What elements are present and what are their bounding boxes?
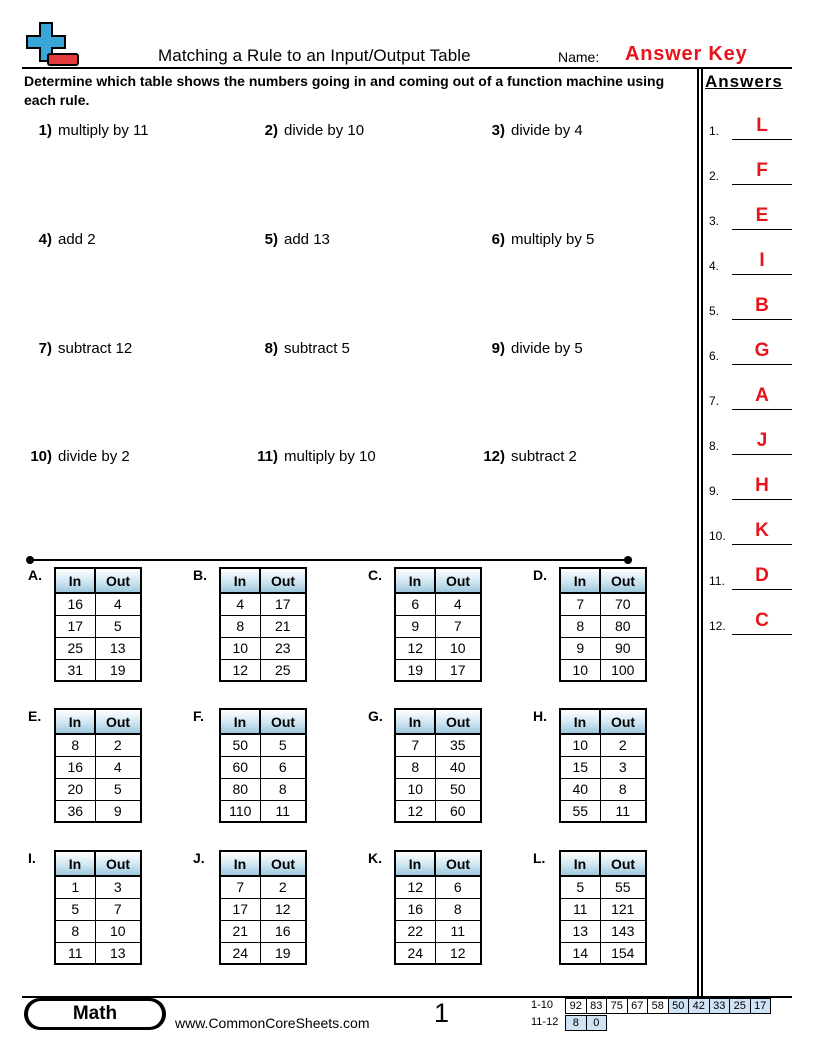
answer-value: D <box>755 565 769 586</box>
table-row <box>395 800 481 822</box>
table-row <box>220 637 306 659</box>
table-row <box>395 920 481 942</box>
output-cell: 21 <box>260 615 306 637</box>
problem-4 <box>18 231 96 248</box>
problem-rule: multiply by 5 <box>511 231 595 248</box>
input-cell: 14 <box>560 942 600 964</box>
problem-11 <box>244 448 376 465</box>
table-row <box>55 637 141 659</box>
output-cell: 4 <box>95 756 141 778</box>
worksheet-title: Matching a Rule to an Input/Output Table <box>158 46 471 65</box>
output-cell: 8 <box>435 898 481 920</box>
input-cell: 12 <box>395 637 435 659</box>
answer-value: L <box>756 115 768 136</box>
column-header-out: Out <box>600 851 646 876</box>
column-header-in: In <box>395 709 435 734</box>
output-cell: 2 <box>95 734 141 756</box>
output-cell: 13 <box>95 942 141 964</box>
answer-blank-line <box>732 634 792 635</box>
table-row <box>220 800 306 822</box>
input-cell: 80 <box>220 778 260 800</box>
input-cell: 10 <box>560 734 600 756</box>
section-divider <box>30 559 628 561</box>
input-cell: 10 <box>560 659 600 681</box>
table-row <box>395 898 481 920</box>
table-row <box>220 734 306 756</box>
table-letter: I. <box>28 850 36 866</box>
table-letter: L. <box>533 850 546 866</box>
answer-blank-line <box>732 499 792 500</box>
column-header-out: Out <box>435 568 481 593</box>
input-cell: 10 <box>395 778 435 800</box>
score-row-label: 1-10 <box>531 999 554 1011</box>
input-cell: 55 <box>560 800 600 822</box>
problem-rule: subtract 2 <box>511 448 577 465</box>
problem-number: 4) <box>38 231 52 248</box>
table-row <box>55 615 141 637</box>
column-header-in: In <box>560 709 600 734</box>
column-header-out: Out <box>95 568 141 593</box>
input-cell: 17 <box>55 615 95 637</box>
input-cell: 16 <box>55 593 95 615</box>
output-cell: 13 <box>95 637 141 659</box>
output-cell: 4 <box>435 593 481 615</box>
answer-value: A <box>755 385 769 406</box>
answer-value: J <box>756 430 768 451</box>
table-row <box>220 898 306 920</box>
problem-rule: divide by 10 <box>284 122 365 139</box>
table-row <box>395 615 481 637</box>
answer-number: 1. <box>709 124 720 138</box>
table-row <box>55 734 141 756</box>
io-table <box>394 567 482 682</box>
problem-rule: subtract 12 <box>58 340 133 357</box>
table-row <box>560 800 646 822</box>
table-letter: B. <box>193 567 207 583</box>
answer-number: 5. <box>709 304 720 318</box>
output-cell: 8 <box>260 778 306 800</box>
answer-value: G <box>754 340 770 361</box>
table-row <box>55 659 141 681</box>
output-cell: 4 <box>95 593 141 615</box>
table-letter: D. <box>533 567 547 583</box>
table-row <box>220 593 306 615</box>
table-row <box>560 920 646 942</box>
score-cell: 8 <box>565 1015 587 1031</box>
table-row <box>220 615 306 637</box>
score-cell: 33 <box>709 998 731 1014</box>
problem-number: 11) <box>257 448 278 465</box>
output-cell: 8 <box>600 778 646 800</box>
problem-number: 5) <box>264 231 278 248</box>
answer-number: 7. <box>709 394 720 408</box>
table-row <box>560 756 646 778</box>
table-row <box>395 876 481 898</box>
column-header-out: Out <box>260 851 306 876</box>
score-cell: 83 <box>586 998 608 1014</box>
input-cell: 6 <box>395 593 435 615</box>
answer-number: 4. <box>709 259 720 273</box>
input-cell: 11 <box>55 942 95 964</box>
input-cell: 4 <box>220 593 260 615</box>
problem-8 <box>244 340 350 357</box>
io-table <box>54 850 142 965</box>
column-header-in: In <box>55 851 95 876</box>
output-cell: 55 <box>600 876 646 898</box>
output-cell: 19 <box>260 942 306 964</box>
io-table <box>219 850 307 965</box>
input-cell: 31 <box>55 659 95 681</box>
input-cell: 8 <box>55 920 95 942</box>
output-cell: 11 <box>600 800 646 822</box>
input-cell: 60 <box>220 756 260 778</box>
table-letter: J. <box>193 850 205 866</box>
problem-2 <box>244 122 364 139</box>
table-row <box>55 876 141 898</box>
output-cell: 23 <box>260 637 306 659</box>
problem-number: 2) <box>264 122 278 139</box>
table-row <box>395 778 481 800</box>
answer-number: 6. <box>709 349 720 363</box>
table-letter: E. <box>28 708 42 724</box>
output-cell: 7 <box>95 898 141 920</box>
answer-value: H <box>755 475 769 496</box>
score-cell: 75 <box>606 998 628 1014</box>
problem-1 <box>18 122 149 139</box>
divider-dot <box>26 556 34 564</box>
output-cell: 11 <box>435 920 481 942</box>
table-row <box>55 898 141 920</box>
answer-number: 3. <box>709 214 720 228</box>
output-cell: 12 <box>435 942 481 964</box>
output-cell: 154 <box>600 942 646 964</box>
answer-blank-line <box>732 229 792 230</box>
input-cell: 12 <box>395 800 435 822</box>
table-letter: K. <box>368 850 382 866</box>
table-row <box>55 800 141 822</box>
answer-number: 10. <box>709 529 726 543</box>
input-cell: 40 <box>560 778 600 800</box>
io-table <box>559 850 647 965</box>
output-cell: 2 <box>260 876 306 898</box>
input-cell: 15 <box>560 756 600 778</box>
input-cell: 9 <box>395 615 435 637</box>
score-cell: 50 <box>668 998 690 1014</box>
input-cell: 12 <box>220 659 260 681</box>
output-cell: 35 <box>435 734 481 756</box>
io-table <box>54 708 142 823</box>
table-letter: F. <box>193 708 204 724</box>
answer-blank-line <box>732 184 792 185</box>
io-table <box>559 567 647 682</box>
table-row <box>220 778 306 800</box>
table-letter: C. <box>368 567 382 583</box>
problem-rule: multiply by 11 <box>58 122 149 139</box>
output-cell: 40 <box>435 756 481 778</box>
table-row <box>560 659 646 681</box>
problem-number: 6) <box>491 231 505 248</box>
problem-rule: add 2 <box>58 231 96 248</box>
table-row <box>395 734 481 756</box>
column-header-in: In <box>55 568 95 593</box>
problem-6 <box>471 231 594 248</box>
table-row <box>560 615 646 637</box>
score-cell: 0 <box>586 1015 608 1031</box>
input-cell: 21 <box>220 920 260 942</box>
output-cell: 10 <box>95 920 141 942</box>
table-row <box>220 942 306 964</box>
input-cell: 24 <box>395 942 435 964</box>
column-header-in: In <box>395 851 435 876</box>
answer-key-label: Answer Key <box>625 43 748 65</box>
column-header-out: Out <box>600 568 646 593</box>
column-header-out: Out <box>260 709 306 734</box>
column-header-out: Out <box>260 568 306 593</box>
input-cell: 7 <box>220 876 260 898</box>
answer-blank-line <box>732 274 792 275</box>
column-header-in: In <box>220 568 260 593</box>
divider-dot <box>624 556 632 564</box>
answers-column-border <box>697 68 699 996</box>
output-cell: 60 <box>435 800 481 822</box>
io-table <box>559 708 647 823</box>
input-cell: 8 <box>220 615 260 637</box>
input-cell: 50 <box>220 734 260 756</box>
problem-number: 9) <box>491 340 505 357</box>
problem-number: 12) <box>483 448 505 465</box>
table-row <box>395 637 481 659</box>
output-cell: 5 <box>95 778 141 800</box>
column-header-in: In <box>395 568 435 593</box>
problem-number: 10) <box>30 448 52 465</box>
output-cell: 9 <box>95 800 141 822</box>
output-cell: 6 <box>435 876 481 898</box>
column-header-in: In <box>220 851 260 876</box>
problem-5 <box>244 231 330 248</box>
input-cell: 5 <box>560 876 600 898</box>
answer-value: F <box>756 160 768 181</box>
output-cell: 70 <box>600 593 646 615</box>
output-cell: 90 <box>600 637 646 659</box>
table-row <box>560 942 646 964</box>
score-cell: 92 <box>565 998 587 1014</box>
problem-9 <box>471 340 583 357</box>
table-row <box>395 756 481 778</box>
answers-heading: Answers <box>705 72 783 91</box>
input-cell: 20 <box>55 778 95 800</box>
input-cell: 13 <box>560 920 600 942</box>
score-cell: 17 <box>750 998 772 1014</box>
output-cell: 50 <box>435 778 481 800</box>
io-table <box>219 567 307 682</box>
output-cell: 16 <box>260 920 306 942</box>
table-row <box>55 942 141 964</box>
header-divider <box>22 67 792 69</box>
input-cell: 8 <box>55 734 95 756</box>
column-header-in: In <box>560 568 600 593</box>
column-header-out: Out <box>95 709 141 734</box>
answer-number: 2. <box>709 169 720 183</box>
plus-minus-logo-icon <box>22 22 80 68</box>
table-row <box>55 778 141 800</box>
answer-value: E <box>755 205 769 226</box>
output-cell: 25 <box>260 659 306 681</box>
output-cell: 143 <box>600 920 646 942</box>
output-cell: 10 <box>435 637 481 659</box>
problem-rule: divide by 4 <box>511 122 583 139</box>
output-cell: 11 <box>260 800 306 822</box>
input-cell: 17 <box>220 898 260 920</box>
column-header-out: Out <box>95 851 141 876</box>
input-cell: 19 <box>395 659 435 681</box>
table-letter: A. <box>28 567 42 583</box>
output-cell: 19 <box>95 659 141 681</box>
score-cell: 42 <box>688 998 710 1014</box>
table-row <box>220 876 306 898</box>
input-cell: 8 <box>395 756 435 778</box>
answers-column-border <box>701 68 703 996</box>
problem-rule: subtract 5 <box>284 340 350 357</box>
input-cell: 10 <box>220 637 260 659</box>
table-row <box>395 659 481 681</box>
table-row <box>395 593 481 615</box>
answer-number: 8. <box>709 439 720 453</box>
problem-7 <box>18 340 132 357</box>
output-cell: 80 <box>600 615 646 637</box>
answer-number: 12. <box>709 619 726 633</box>
answer-blank-line <box>732 319 792 320</box>
column-header-out: Out <box>600 709 646 734</box>
table-row <box>560 778 646 800</box>
output-cell: 100 <box>600 659 646 681</box>
output-cell: 17 <box>260 593 306 615</box>
table-row <box>560 734 646 756</box>
problem-rule: divide by 5 <box>511 340 583 357</box>
input-cell: 11 <box>560 898 600 920</box>
output-cell: 121 <box>600 898 646 920</box>
answer-value: C <box>755 610 769 631</box>
problem-rule: divide by 2 <box>58 448 130 465</box>
problem-number: 3) <box>491 122 505 139</box>
input-cell: 5 <box>55 898 95 920</box>
instructions: Determine which table shows the numbers going in and coming out of a function machine using each rule. <box>24 73 665 108</box>
table-row <box>220 756 306 778</box>
output-cell: 5 <box>95 615 141 637</box>
input-cell: 36 <box>55 800 95 822</box>
output-cell: 3 <box>95 876 141 898</box>
table-row <box>55 756 141 778</box>
table-row <box>220 920 306 942</box>
table-letter: G. <box>368 708 383 724</box>
io-table <box>54 567 142 682</box>
score-cell: 67 <box>627 998 649 1014</box>
answer-blank-line <box>732 544 792 545</box>
website-url: www.CommonCoreSheets.com <box>175 1015 370 1031</box>
problem-12 <box>471 448 577 465</box>
answer-blank-line <box>732 409 792 410</box>
subject-label: Math <box>28 1001 162 1027</box>
table-row <box>560 898 646 920</box>
input-cell: 110 <box>220 800 260 822</box>
output-cell: 7 <box>435 615 481 637</box>
answer-blank-line <box>732 589 792 590</box>
answer-blank-line <box>732 139 792 140</box>
answer-number: 11. <box>709 574 725 588</box>
input-cell: 1 <box>55 876 95 898</box>
input-cell: 16 <box>55 756 95 778</box>
answer-number: 9. <box>709 484 720 498</box>
problem-number: 7) <box>38 340 52 357</box>
answer-value: I <box>759 250 765 271</box>
column-header-out: Out <box>435 709 481 734</box>
input-cell: 9 <box>560 637 600 659</box>
problem-10 <box>18 448 130 465</box>
output-cell: 12 <box>260 898 306 920</box>
table-row <box>55 593 141 615</box>
table-row <box>220 659 306 681</box>
score-cell: 25 <box>729 998 751 1014</box>
table-letter: H. <box>533 708 547 724</box>
column-header-in: In <box>220 709 260 734</box>
input-cell: 7 <box>395 734 435 756</box>
answer-value: B <box>755 295 769 316</box>
input-cell: 24 <box>220 942 260 964</box>
output-cell: 5 <box>260 734 306 756</box>
output-cell: 2 <box>600 734 646 756</box>
output-cell: 3 <box>600 756 646 778</box>
answer-blank-line <box>732 364 792 365</box>
score-cell: 58 <box>647 998 669 1014</box>
output-cell: 6 <box>260 756 306 778</box>
problem-3 <box>471 122 583 139</box>
input-cell: 8 <box>560 615 600 637</box>
input-cell: 7 <box>560 593 600 615</box>
column-header-in: In <box>560 851 600 876</box>
io-table <box>394 708 482 823</box>
table-row <box>55 920 141 942</box>
problem-rule: multiply by 10 <box>284 448 376 465</box>
problem-number: 8) <box>264 340 278 357</box>
table-row <box>395 942 481 964</box>
column-header-in: In <box>55 709 95 734</box>
answer-value: K <box>755 520 769 541</box>
table-row <box>560 637 646 659</box>
io-table <box>394 850 482 965</box>
table-row <box>560 876 646 898</box>
table-row <box>560 593 646 615</box>
problem-rule: add 13 <box>284 231 330 248</box>
answer-blank-line <box>732 454 792 455</box>
input-cell: 22 <box>395 920 435 942</box>
page-number: 1 <box>434 998 450 1028</box>
input-cell: 16 <box>395 898 435 920</box>
name-label: Name: <box>558 49 600 65</box>
score-row-label: 11-12 <box>531 1016 559 1028</box>
io-table <box>219 708 307 823</box>
output-cell: 17 <box>435 659 481 681</box>
input-cell: 12 <box>395 876 435 898</box>
input-cell: 25 <box>55 637 95 659</box>
column-header-out: Out <box>435 851 481 876</box>
problem-number: 1) <box>38 122 52 139</box>
